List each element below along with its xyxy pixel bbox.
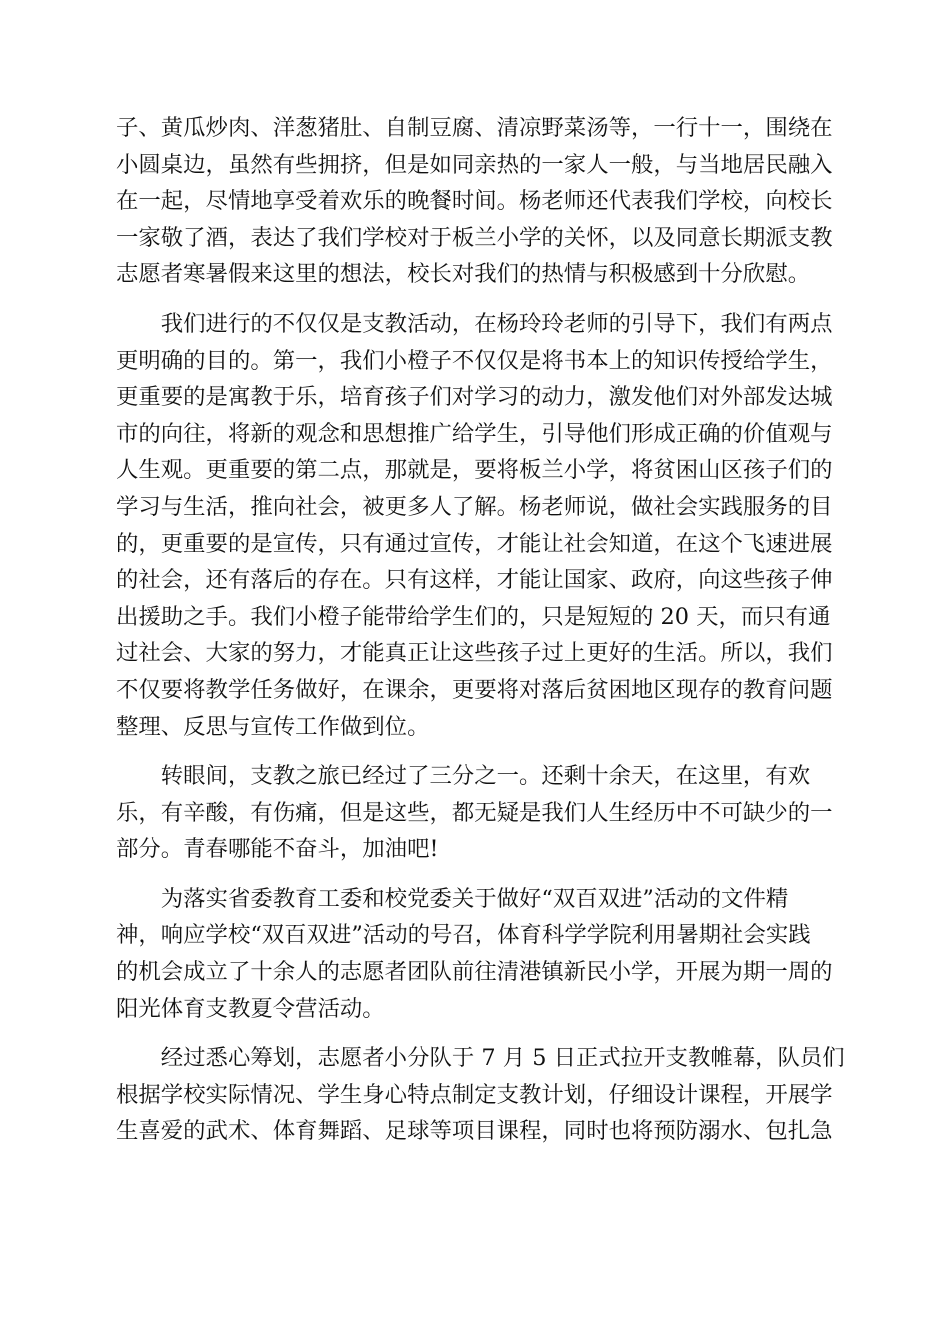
paragraph-1: [116, 110, 836, 293]
text-line: 为落实省委教育工委和校党委关于做好“双百双进”活动的文件精: [116, 885, 789, 912]
text-line: 更明确的目的。第一，我们小橙子不仅仅是将书本上的知识传授给学生，: [116, 347, 833, 374]
text-line: 的，更重要的是宣传，只有通过宣传，才能让社会知道，在这个飞速进展: [116, 530, 833, 557]
text-line: 转眼间，支教之旅已经过了三分之一。还剩十余天，在这里，有欢: [116, 763, 811, 790]
paragraph-4: [116, 881, 836, 1027]
text-line: 我们进行的不仅仅是支教活动，在杨玲玲老师的引导下，我们有两点: [116, 310, 833, 337]
text-line: 更重要的是寓教于乐，培育孩子们对学习的动力，激发他们对外部发达城: [116, 384, 833, 411]
paragraph-2: [116, 306, 836, 745]
paragraph-3: [116, 758, 836, 868]
text-line: 阳光体育支教夏令营活动。: [116, 995, 385, 1022]
text-line: 过社会、大家的努力，才能真正让这些孩子过上更好的生活。所以，我们: [116, 640, 833, 667]
text-line: 乐，有辛酸，有伤痛，但是这些，都无疑是我们人生经历中不可缺少的一: [116, 799, 833, 826]
text-line: 子、黄瓜炒肉、洋葱猪肚、自制豆腐、清凉野菜汤等，一行十一，围绕在: [116, 115, 833, 141]
paragraph-5: [116, 1040, 845, 1150]
text-line: 出援助之手。我们小橙子能带给学生们的，只是短短的 20 天，而只有通: [116, 603, 831, 630]
text-line: 一家敬了酒，表达了我们学校对于板兰小学的关怀，以及同意长期派支教: [116, 224, 833, 251]
text-line: 的社会，还有落后的存在。只有这样，才能让国家、政府，向这些孩子伸: [116, 567, 833, 594]
text-line: 整理、反思与宣传工作做到位。: [116, 713, 430, 740]
text-line: 在一起，尽情地享受着欢乐的晚餐时间。杨老师还代表我们学校，向校长: [116, 188, 833, 215]
text-line: 经过悉心筹划，志愿者小分队于 7 月 5 日正式拉开支教帷幕，队员们: [116, 1045, 845, 1072]
text-line: 生喜爱的武术、体育舞蹈、足球等项目课程，同时也将预防溺水、包扎急: [116, 1118, 833, 1145]
text-line: 学习与生活，推向社会，被更多人了解。杨老师说，做社会实践服务的目: [116, 493, 833, 520]
text-line: 志愿者寒暑假来这里的想法，校长对我们的热情与积极感到十分欣慰。: [116, 261, 811, 288]
text-line: 人生观。更重要的第二点，那就是，要将板兰小学，将贫困山区孩子们的: [116, 457, 833, 484]
text-line: 的机会成立了十余人的志愿者团队前往清港镇新民小学，开展为期一周的: [116, 959, 833, 986]
text-line: 市的向往，将新的观念和思想推广给学生，引导他们形成正确的价值观与: [116, 420, 833, 447]
text-line: 不仅要将教学任务做好，在课余，更要将对落后贫困地区现存的教育问题: [116, 676, 833, 703]
text-line: 根据学校实际情况、学生身心特点制定支教计划，仔细设计课程，开展学: [116, 1081, 833, 1108]
text-line: 神，响应学校“双百双进”活动的号召，体育科学学院利用暑期社会实践: [116, 922, 811, 949]
document-body: [116, 110, 845, 1163]
text-line: 小圆桌边，虽然有些拥挤，但是如同亲热的一家人一般，与当地居民融入: [116, 151, 833, 178]
text-line: 部分。青春哪能不奋斗，加油吧!: [116, 836, 439, 863]
